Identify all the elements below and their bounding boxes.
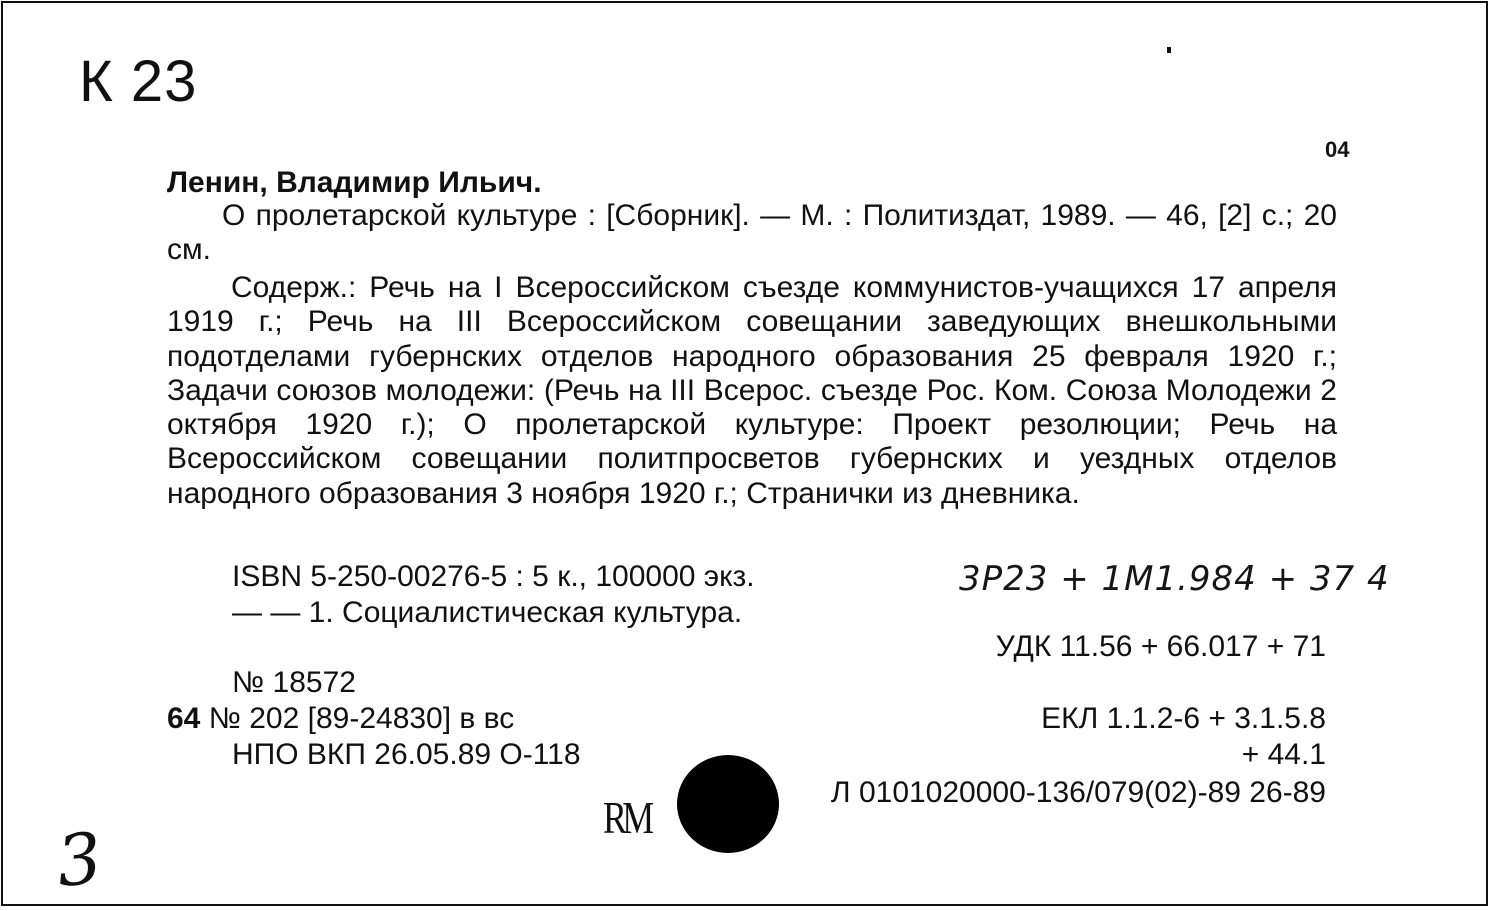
order-line-prefix: 64 <box>167 702 201 735</box>
record-number: № 18572 <box>232 666 356 699</box>
contents-block: Содерж.: Речь на I Всероссийском съезде коммунистов-учащихся 17 апреля 1919 г.; Речь на III Всероссийском совещании заведующих внешкольными подотделами губернских отделов народного образования 25 февраля 1920 г.; Задачи союзов молодежи: (Речь на III Всерос. съезде Рос. Ком. Союза Молодежи 2 октября 1920 г.); О пролетарской культуре: Проект резолюции; Речь на Всероссийском совещании политпросветов губернских и уездных отделов народного образования 3 ноября 1920 г.; Странички из дневника. <box>167 271 1337 510</box>
subject-line: — — 1. Социалистическая культура. <box>232 596 743 629</box>
corner-mark: 04 <box>1325 137 1350 162</box>
punch-hole <box>677 755 779 853</box>
order-line-text: № 202 [89-24830] в вс <box>208 702 515 735</box>
ekl-line: ЕКЛ 1.1.2-6 + 3.1.5.8 <box>1041 702 1326 735</box>
classification-code: Л 0101020000-136/079(02)-89 26-89 <box>830 776 1326 809</box>
isbn-line: ISBN 5-250-00276-5 : 5 к., 100000 экз. <box>232 560 755 593</box>
handwritten-number: 3 <box>52 816 106 904</box>
rm-stamp: RM <box>603 792 650 843</box>
handwritten-note: 3Р23 + 1М1.984 + 37 4 <box>959 559 1390 599</box>
shelf-code: К 23 <box>79 49 198 114</box>
author-heading: Ленин, Владимир Ильич. <box>167 166 542 199</box>
order-line <box>167 701 514 737</box>
title-block: О пролетарской культуре : [Сборник]. — М. : Политиздат, 1989. — 46, [2] с.; 20 см. <box>167 199 1337 267</box>
ink-dot <box>1167 47 1171 53</box>
udk-line: УДК 11.56 + 66.017 + 71 <box>995 630 1326 663</box>
catalog-card <box>1 1 1488 906</box>
ekl-extra-line: + 44.1 <box>1241 738 1326 771</box>
npo-line: НПО ВКП 26.05.89 О-118 <box>232 738 581 771</box>
